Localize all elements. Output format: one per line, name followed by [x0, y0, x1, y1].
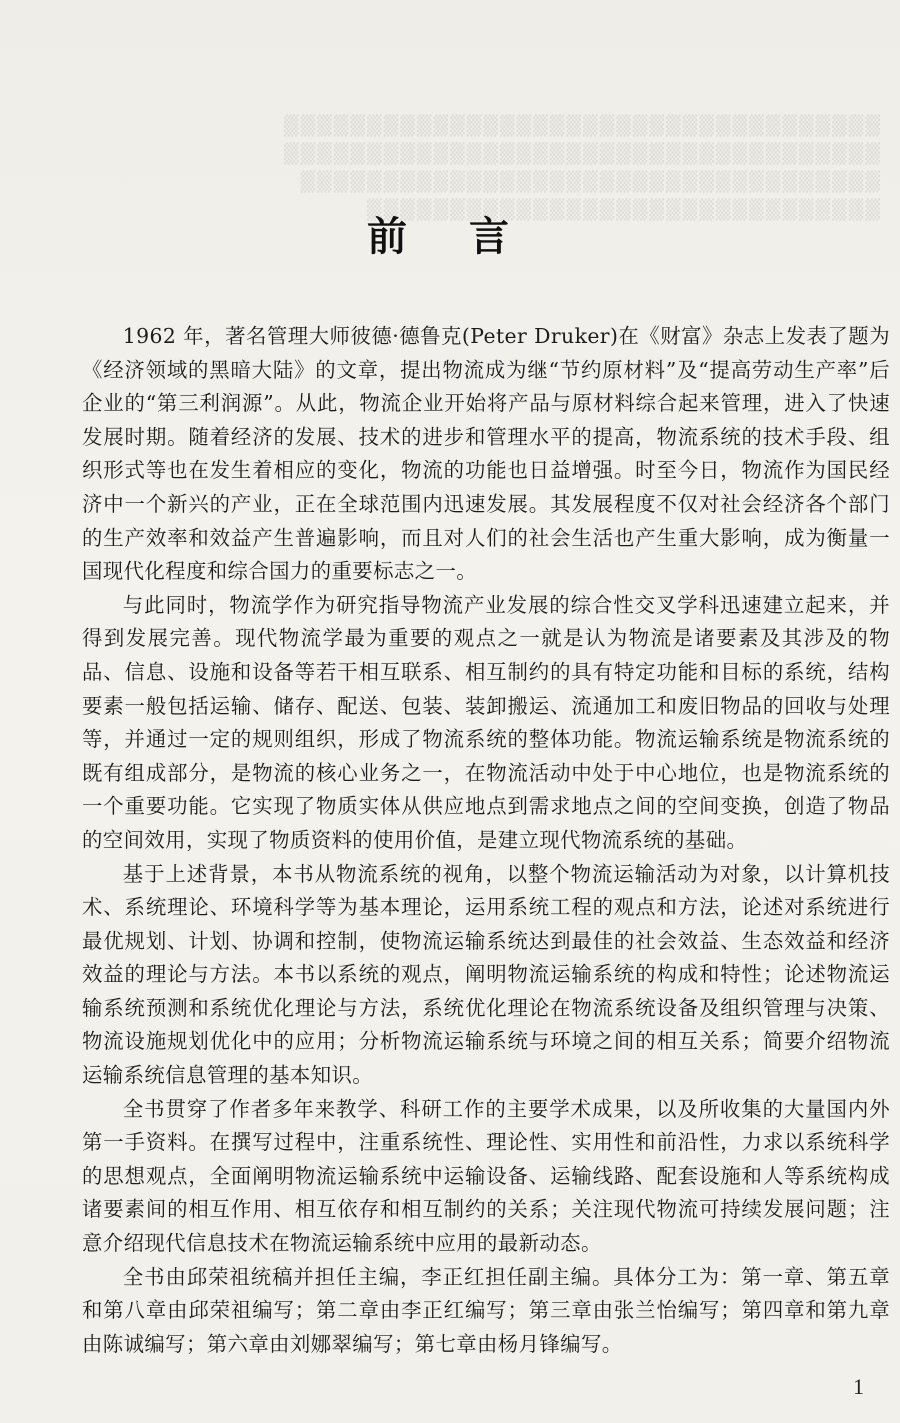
page-title: 前 言 — [367, 214, 533, 260]
show-through-bleed: ▒▒▒▒▒▒▒▒▒▒▒▒▒▒▒▒▒▒▒▒▒▒▒▒▒▒▒▒▒▒▒▒▒▒▒▒ ▒▒▒▒▒▒▒▒▒▒▒▒▒▒▒▒▒▒▒▒▒▒▒▒▒▒▒▒▒▒▒▒▒▒▒▒ ▒▒▒▒▒▒▒▒▒▒▒▒▒▒▒▒▒▒▒▒▒▒▒▒▒▒▒▒▒▒▒▒▒▒▒ ▒▒▒▒▒▒▒▒▒▒▒▒▒▒▒▒▒▒▒▒▒▒▒▒▒▒▒▒▒▒▒ — [281, 115, 880, 221]
paragraph-2: 与此同时，物流学作为研究指导物流产业发展的综合性交叉学科迅速建立起来，并得到发展完善。现代物流学最为重要的观点之一就是认为物流是诸要素及其涉及的物品、信息、设施和设备等若干相互联系、相互制约的具有特定功能和目标的系统，结构要素一般包括运输、储存、配送、包装、装卸搬运、流通加工和废旧物品的回收与处理等，并通过一定的规则组织，形成了物流系统的整体功能。物流运输系统是物流系统的既有组成部分，是物流的核心业务之一，在物流活动中处于中心地位，也是物流系统的一个重要功能。它实现了物质实体从供应地点到需求地点之间的空间变换，创造了物品的空间效用，实现了物质资料的使用价值，是建立现代物流系统的基础。 — [82, 592, 890, 852]
page-number: 1 — [853, 1374, 864, 1399]
paragraph-3: 基于上述背景，本书从物流系统的视角，以整个物流运输活动为对象，以计算机技术、系统理论、环境科学等为基本理论，运用系统工程的观点和方法，论述对系统进行最优规划、计划、协调和控制，使物流运输系统达到最佳的社会效益、生态效益和经济效益的理论与方法。本书以系统的观点，阐明物流运输系统的构成和特性；论述物流运输系统预测和系统优化理论与方法，系统优化理论在物流系统设备及组织管理与决策、物流设施规划优化中的应用；分析物流运输系统与环境之间的相互关系；简要介绍物流运输系统信息管理的基本知识。 — [82, 861, 890, 1088]
paragraph-1: 1962 年，著名管理大师彼德·德鲁克(Peter Druker)在《财富》杂志上发表了题为《经济领域的黑暗大陆》的文章，提出物流成为继“节约原材料”及“提高劳动生产率”后企业的“第三利润源”。从此，物流企业开始将产品与原材料综合起来管理，进入了快速发展时期。随着经济的发展、技术的进步和管理水平的提高，物流系统的技术手段、组织形式等也在发生着相应的变化，物流的功能也日益增强。时至今日，物流作为国民经济中一个新兴的产业，正在全球范围内迅速发展。其发展程度不仅对社会经济各个部门的生产效率和效益产生普遍影响，而且对人们的社会生活也产生重大影响，成为衡量一国现代化程度和综合国力的重要标志之一。 — [82, 324, 890, 584]
preface-body — [82, 320, 890, 1361]
paragraph-4: 全书贯穿了作者多年来教学、科研工作的主要学术成果，以及所收集的大量国内外第一手资料。在撰写过程中，注重系统性、理论性、实用性和前沿性，力求以系统科学的思想观点，全面阐明物流运输系统中运输设备、运输线路、配套设施和人等系统构成诸要素间的相互作用、相互依存和相互制约的关系；关注现代物流可持续发展问题；注意介绍现代信息技术在物流运输系统中应用的最新动态。 — [82, 1096, 890, 1256]
paragraph-5: 全书由邱荣祖统稿并担任主编，李正红担任副主编。具体分工为：第一章、第五章和第八章由邱荣祖编写；第二章由李正红编写；第三章由张兰怡编写；第四章和第九章由陈诚编写；第六章由刘娜翠编写；第七章由杨月锋编写。 — [82, 1264, 890, 1356]
